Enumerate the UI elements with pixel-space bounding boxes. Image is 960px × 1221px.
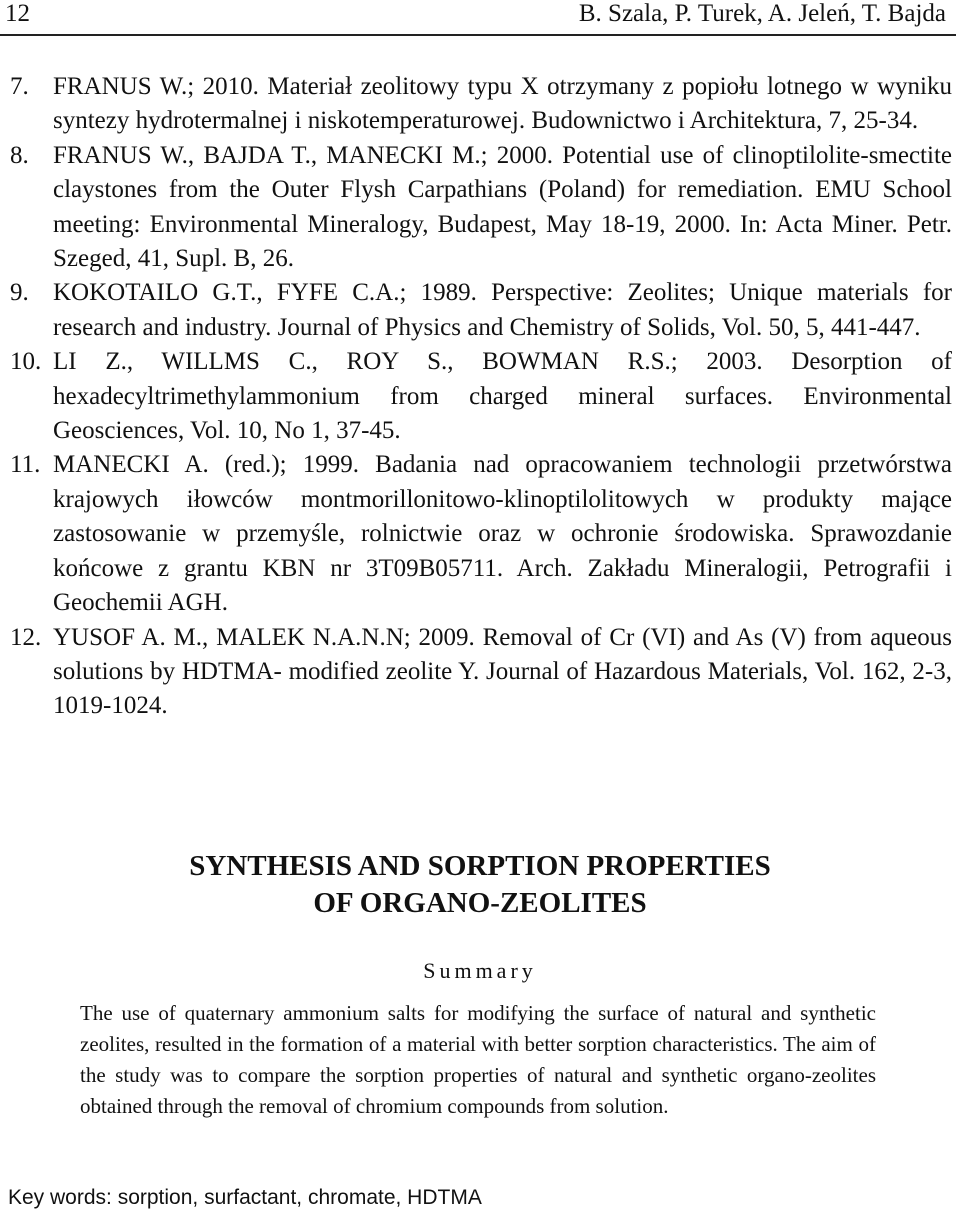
reference-text: MANECKI A. (red.); 1999. Badania nad opracowaniem technologii przetwórstwa krajowych iłowców montmorillonitowo-klinoptilolitowych w produkty mające zastosowanie w przemyśle, rolnictwie oraz w ochronie środowiska. Sprawozdanie końcowe z grantu KBN nr 3T09B05711. Arch. Zakładu Mineralogii, Petrografii i Geochemii AGH. [53,451,952,617]
page-number: 12 [5,0,30,27]
running-header [0,0,956,36]
reference-text: FRANUS W., BAJDA T., MANECKI M.; 2000. Potential use of clinoptilolite-smectite claystones from the Outer Flysh Carpathians (Poland) for remediation. EMU School meeting: Environmental Mineralogy, Budapest, May 18-19, 2000. In: Acta Miner. Petr. Szeged, 41, Supl. B, 26. [53,141,952,273]
reference-text: LI Z., WILLMS C., ROY S., BOWMAN R.S.; 2003. Desorption of hexadecyltrimethylammonium from charged mineral surfaces. Environmental Geosciences, Vol. 10, No 1, 37-45. [53,348,952,445]
reference-item [10,448,952,620]
article-title [0,848,960,922]
running-header-authors: B. Szala, P. Turek, A. Jeleń, T. Bajda [578,0,946,27]
reference-number: 11. [10,451,41,479]
reference-text: KOKOTAILO G.T., FYFE C.A.; 1989. Perspective: Zeolites; Unique materials for research and industry. Journal of Physics and Chemistry of Solids, Vol. 50, 5, 441-447. [53,279,952,341]
reference-number: 12. [10,623,42,651]
reference-number: 9. [10,279,29,307]
summary-text: The use of quaternary ammonium salts for modifying the surface of natural and synthetic zeolites, resulted in the formation of a material with better sorption characteristics. The aim of the study was to compare the sorption properties of natural and synthetic organo-zeolites obtained through the removal of chromium compounds from solution. [80,1001,876,1118]
reference-item [10,345,952,448]
summary-heading: Summary [423,958,537,983]
reference-list [10,70,952,724]
reference-number: 8. [10,141,29,169]
reference-item [10,276,952,345]
reference-number: 7. [10,73,29,100]
reference-text: FRANUS W.; 2010. Materiał zeolitowy typu X otrzymany z popiołu lotnego w wyniku syntezy hydrotermalnej i niskotemperaturowej. Budownictwo i Architektura, 7, 25-34. [53,73,952,135]
reference-item [10,70,952,139]
reference-item [10,621,952,724]
reference-item [10,139,952,277]
reference-number: 10. [10,348,42,376]
keywords: Key words: sorption, surfactant, chromate, HDTMA [8,1186,482,1209]
reference-text: YUSOF A. M., MALEK N.A.N.N; 2009. Removal of Cr (VI) and As (V) from aqueous solutions by HDTMA- modified zeolite Y. Journal of Hazardous Materials, Vol. 162, 2-3, 1019-1024. [53,623,952,720]
article-title-line: SYNTHESIS AND SORPTION PROPERTIES [189,850,771,882]
article-title-line: OF ORGANO-ZEOLITES [313,887,647,919]
